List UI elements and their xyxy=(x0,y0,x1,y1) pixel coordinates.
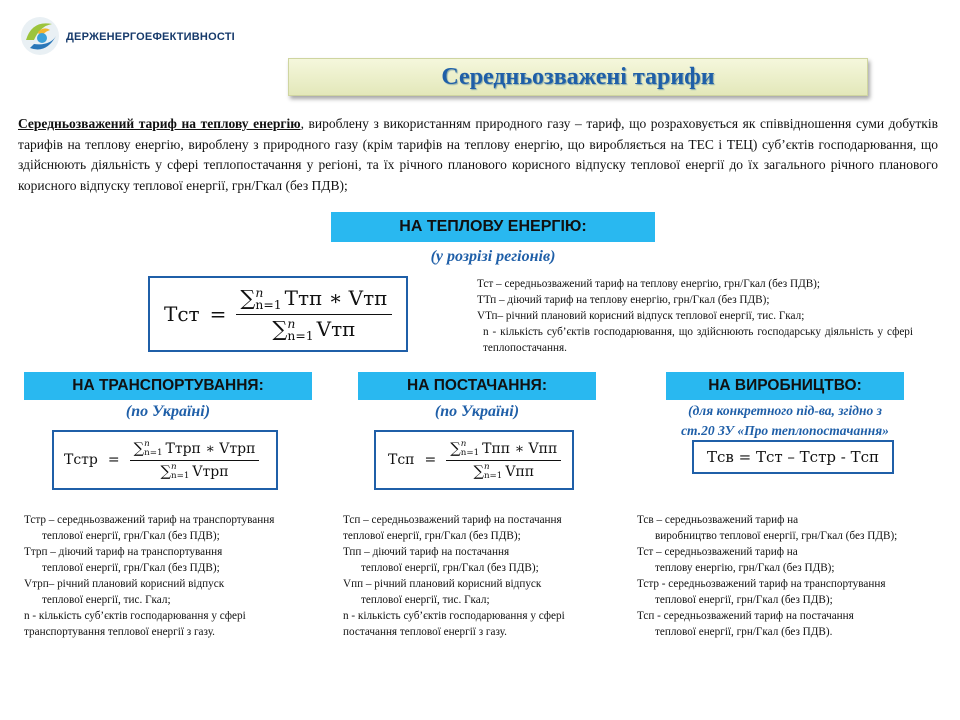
definition: теплову енергію, грн/Гкал (без ПДВ); xyxy=(655,562,835,574)
production-subtitle-line: (для конкретного під-ва, згідно з xyxy=(688,403,882,418)
production-formula-text: Тсв = Тст – Тстр - Тсп xyxy=(706,448,879,466)
sum-sign: ∑ xyxy=(133,439,145,457)
definition: виробництво теплової енергії, грн/Гкал (без ПДВ); xyxy=(655,530,898,542)
heat-energy-formula xyxy=(148,276,408,352)
definition: n - кількість суб’єктів господарювання у сфері xyxy=(24,610,246,622)
definition: теплової енергії, тис. Гкал; xyxy=(361,594,490,606)
transport-subtitle: (по Україні) xyxy=(125,403,211,420)
formula-lhs: Тстр xyxy=(64,452,98,468)
definition: постачання теплової енергії з газу. xyxy=(343,626,507,638)
definition: n - кількість суб’єктів господарювання у сфері xyxy=(343,610,565,622)
logo-emblem-icon xyxy=(18,14,62,58)
sum-lower: n=1 xyxy=(483,470,503,481)
denominator-body: Vтп xyxy=(316,316,356,341)
title-banner xyxy=(288,58,868,96)
formula-numerator xyxy=(130,440,260,461)
production-formula xyxy=(692,440,894,474)
page-title: Середньозважені тарифи xyxy=(441,64,715,90)
supply-formula xyxy=(374,430,574,490)
definition: Тсп – середньозважений тариф на постачання xyxy=(343,514,562,526)
numerator-body: Ттрп ∗ Vтрп xyxy=(165,440,256,457)
definition: Тст – середньозважений тариф на xyxy=(637,546,798,558)
numerator-body: Тпп ∗ Vпп xyxy=(482,440,558,457)
sum-upper: n xyxy=(483,461,490,472)
definition: Тсв – середньозважений тариф на xyxy=(637,514,799,526)
definition: теплової енергії, тис. Гкал; xyxy=(42,594,171,606)
sum-lower: n=1 xyxy=(255,297,282,313)
sum-sign: ∑ xyxy=(473,462,484,480)
production-definitions xyxy=(637,512,957,640)
definition: теплової енергії, грн/Гкал (без ПДВ); xyxy=(361,562,539,574)
production-subtitle xyxy=(640,401,930,441)
formula-fraction xyxy=(130,440,260,480)
formula-lhs: Тст xyxy=(164,302,200,326)
definition: n - кількість суб’єктів господарювання, що здійснюють господарську діяльність у сфері теплопостачання. xyxy=(483,326,913,354)
org-name: ДЕРЖЕНЕРГОЕФЕКТИВНОСТІ xyxy=(66,31,235,43)
sum-sign: ∑ xyxy=(450,439,461,457)
heat-energy-definitions xyxy=(477,276,913,356)
definition: Vпп – річний плановий корисний відпуск xyxy=(343,578,542,590)
definition: Тстр – середньозважений тариф на транспортування xyxy=(24,514,275,526)
definition: теплової енергії, грн/Гкал (без ПДВ). xyxy=(655,626,833,638)
definition: теплової енергії, грн/Гкал (без ПДВ); xyxy=(42,562,220,574)
definition: Ттрп – діючий тариф на транспортування xyxy=(24,546,223,558)
intro-paragraph xyxy=(18,114,938,196)
formula-denominator xyxy=(469,461,538,481)
formula-eq: = xyxy=(424,452,437,468)
production-banner: НА ВИРОБНИЦТВО: xyxy=(666,372,904,400)
sum-lower: n=1 xyxy=(460,447,480,458)
sum-upper: n xyxy=(255,284,264,300)
denominator-body: Vпп xyxy=(505,463,535,480)
formula-denominator xyxy=(268,315,359,343)
sum-lower: n=1 xyxy=(287,328,314,343)
heat-energy-banner: НА ТЕПЛОВУ ЕНЕРГІЮ: xyxy=(331,212,655,242)
sum-sign: ∑ xyxy=(240,285,256,310)
supply-definitions xyxy=(343,512,623,640)
production-subtitle-line: ст.20 ЗУ «Про теплопостачання» xyxy=(681,423,889,438)
logo xyxy=(18,14,248,66)
definition: теплової енергії, грн/Гкал (без ПДВ); xyxy=(42,530,220,542)
sum-sign: ∑ xyxy=(160,462,172,480)
transport-formula xyxy=(52,430,278,490)
formula-eq: = xyxy=(209,302,227,326)
formula-numerator xyxy=(236,286,391,315)
heat-energy-subtitle: (у розрізі регіонів) xyxy=(430,248,556,265)
supply-subtitle: (по Україні) xyxy=(434,403,520,420)
definition: ТТп – діючий тариф на теплову енергію, грн/Гкал (без ПДВ); xyxy=(477,294,770,306)
transport-banner: НА ТРАНСПОРТУВАННЯ: xyxy=(24,372,312,400)
definition: Тпп – діючий тариф на постачання xyxy=(343,546,510,558)
supply-banner: НА ПОСТАЧАННЯ: xyxy=(358,372,596,400)
sum-sign: ∑ xyxy=(272,316,288,341)
definition: теплової енергії, грн/Гкал (без ПДВ); xyxy=(655,594,833,606)
definition: Тсп - середньозважений тариф на постачання xyxy=(637,610,854,622)
definition: VТп– річний плановий корисний відпуск теплової енергії, тис. Гкал; xyxy=(477,310,805,322)
denominator-body: Vтрп xyxy=(192,463,229,480)
formula-denominator xyxy=(157,461,233,481)
definition: теплової енергії, грн/Гкал (без ПДВ); xyxy=(343,530,521,542)
definition: транспортування теплової енергії з газу. xyxy=(24,626,215,638)
transport-definitions xyxy=(24,512,324,640)
definition: Тстр - середньозважений тариф на транспортування xyxy=(637,578,886,590)
sum-upper: n xyxy=(460,439,467,450)
formula-fraction xyxy=(236,286,391,343)
sum-upper: n xyxy=(287,315,296,331)
numerator-body: Ттп ∗ Vтп xyxy=(284,285,388,310)
formula-eq: = xyxy=(107,452,120,468)
intro-term: Середньозважений тариф на теплову енергію xyxy=(18,116,301,131)
formula-fraction xyxy=(446,440,561,480)
sum-lower: n=1 xyxy=(144,447,163,458)
sum-upper: n xyxy=(171,461,177,472)
formula-numerator xyxy=(446,440,561,461)
definition: Vтрп– річний плановий корисний відпуск xyxy=(24,578,225,590)
intro-text: , вироблену з використанням природного газу – тариф, що розраховується як співвідношення суми добутків тарифів на теплову енергію, вироблену з природного газу (крім тарифів на теплову енергію, що виробляється на ТЕС і ТЕЦ) суб’єктів господарювання, що здійснюють діяльність у сфері теплопостачання у регіоні, та їх річного планового корисного відпуску теплової енергії до їх загального річного планового корисного відпуску теплової енергії, грн/Гкал (без ПДВ); xyxy=(18,116,938,193)
formula-lhs: Тсп xyxy=(388,452,415,468)
sum-lower: n=1 xyxy=(171,470,190,481)
definition: Тст – середньозважений тариф на теплову енергію, грн/Гкал (без ПДВ); xyxy=(477,278,821,290)
sum-upper: n xyxy=(144,439,150,450)
